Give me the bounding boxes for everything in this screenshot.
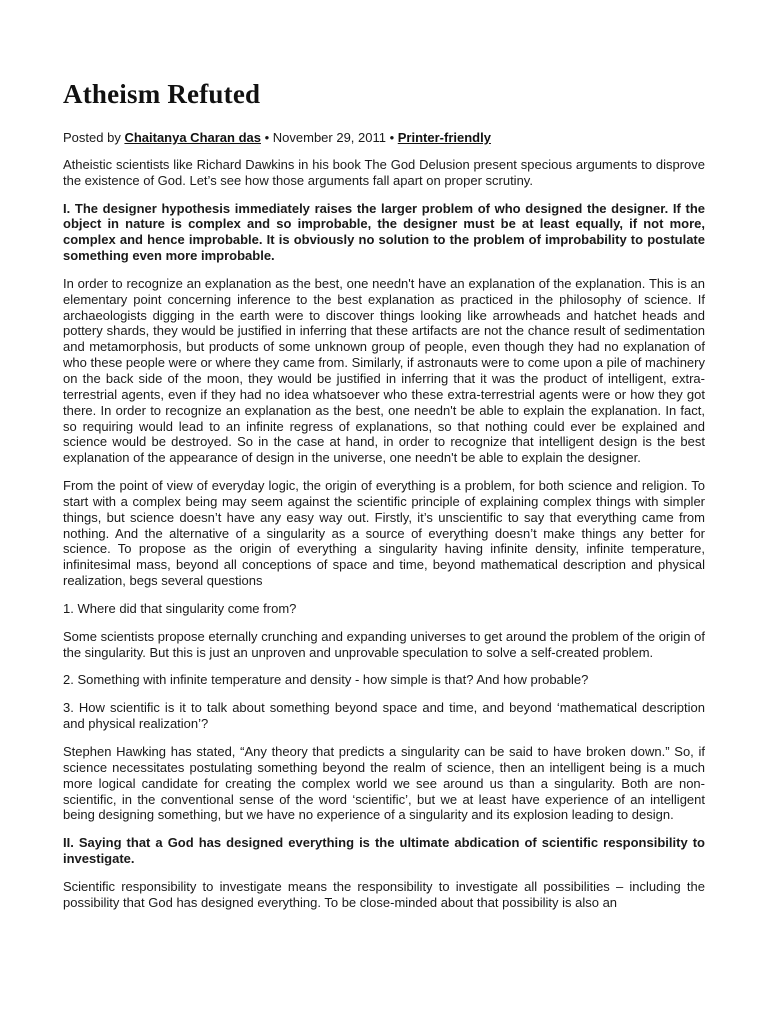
paragraph-question-2: 2. Something with infinite temperature and density - how simple is that? And how probable? bbox=[63, 672, 589, 688]
paragraph-response-1: In order to recognize an explanation as the best, one needn't have an explanation of the explanation. This is an elementary point concerning inference to the best explanation as practiced in the philosophy of science. If archaeologists digging in the earth were to discover things looking like arrowheads and hatchet heads and pottery shards, they would be justified in inferring that these artifacts are not the chance result of sedimentation and metamorphosis, but products of some unknown group of people, even though they had no explanation of who these people were or where they came from. Similarly, if astronauts were to come upon a pile of machinery on the back side of the moon, they would be justified in inferring that it was the product of intelligent, extra-terrestrial agents, even if they had no idea whatsoever who these extra-terrestrial agents were or how they got there. In order to recognize an explanation as the best, one needn't be able to explain the explanation. In fact, so requiring would lead to an infinite regress of explanations, so that nothing could ever be explained and science would be destroyed. So in the case at hand, in order to recognize that intelligent design is the best explanation of the appearance of design in the universe, one needn't be able to explain the designer. bbox=[63, 275, 705, 466]
paragraph-responsibility: Scientific responsibility to investigate means the responsibility to investigate all possibilities – including the possibility that God has designed everything. To be close-minded about that possibility is also an bbox=[63, 878, 705, 910]
paragraph-objection-2: II. Saying that a God has designed everything is the ultimate abdication of scientific responsibility to investigate. bbox=[63, 835, 705, 867]
paragraph-question-1: 1. Where did that singularity come from? bbox=[63, 600, 297, 616]
byline-separator: • bbox=[385, 130, 398, 145]
paragraph-objection-1: I. The designer hypothesis immediately raises the larger problem of who designed the designer. If the object in nature is complex and so improbable, the designer must be at least equally, if not more, complex and hence improbable. It is obviously no solution to the problem of improbability to postulate something even more improbable. bbox=[63, 200, 705, 264]
posted-by-label: Posted by bbox=[63, 130, 125, 145]
author-link[interactable]: Chaitanya Charan das bbox=[124, 130, 261, 145]
paragraph-hawking: Stephen Hawking has stated, “Any theory that predicts a singularity can be said to have broken down.” So, if science necessitates postulating something beyond the realm of science, then an intelligent being is a much more logical candidate for creating the complex world we see around us than a singularity. Both are non-scientific, in the conventional sense of the word ‘scientific’, but we at least have experience of an intelligent being designing something, but we have no experience of a singularity and its explosion leading to design. bbox=[63, 744, 705, 823]
paragraph-intro: Atheistic scientists like Richard Dawkins in his book The God Delusion present specious arguments to disprove the existence of God. Let’s see how those arguments fall apart on proper scrutiny. bbox=[63, 156, 705, 188]
paragraph-question-3: 3. How scientific is it to talk about something beyond space and time, and beyond ‘mathematical description and physical realization’? bbox=[63, 700, 705, 732]
article-title: Atheism Refuted bbox=[63, 79, 261, 109]
post-date: November 29, 2011 bbox=[272, 130, 386, 145]
article bbox=[63, 78, 705, 923]
byline bbox=[63, 130, 705, 146]
paragraph-everyday-logic: From the point of view of everyday logic, the origin of everything is a problem, for both science and religion. To start with a complex being may seem against the scientific principle of explaining complex things with simpler things, but science doesn’t have any easy way out. Firstly, it’s unscientific to say that everything came from nothing. And the alternative of a singularity as a source of everything doesn’t make things any better for science. To propose as the origin of everything a singularity having infinite density, infinite temperature, infinitesimal mass, beyond all conceptions of space and time, beyond mathematical description and physical realization, begs several questions bbox=[63, 478, 705, 589]
byline-separator: • bbox=[260, 130, 273, 145]
paragraph-crunching-universes: Some scientists propose eternally crunching and expanding universes to get around the problem of the origin of the singularity. But this is just an unproven and unprovable speculation to solve a self-created problem. bbox=[63, 628, 705, 660]
printer-friendly-link[interactable]: Printer-friendly bbox=[397, 130, 491, 145]
